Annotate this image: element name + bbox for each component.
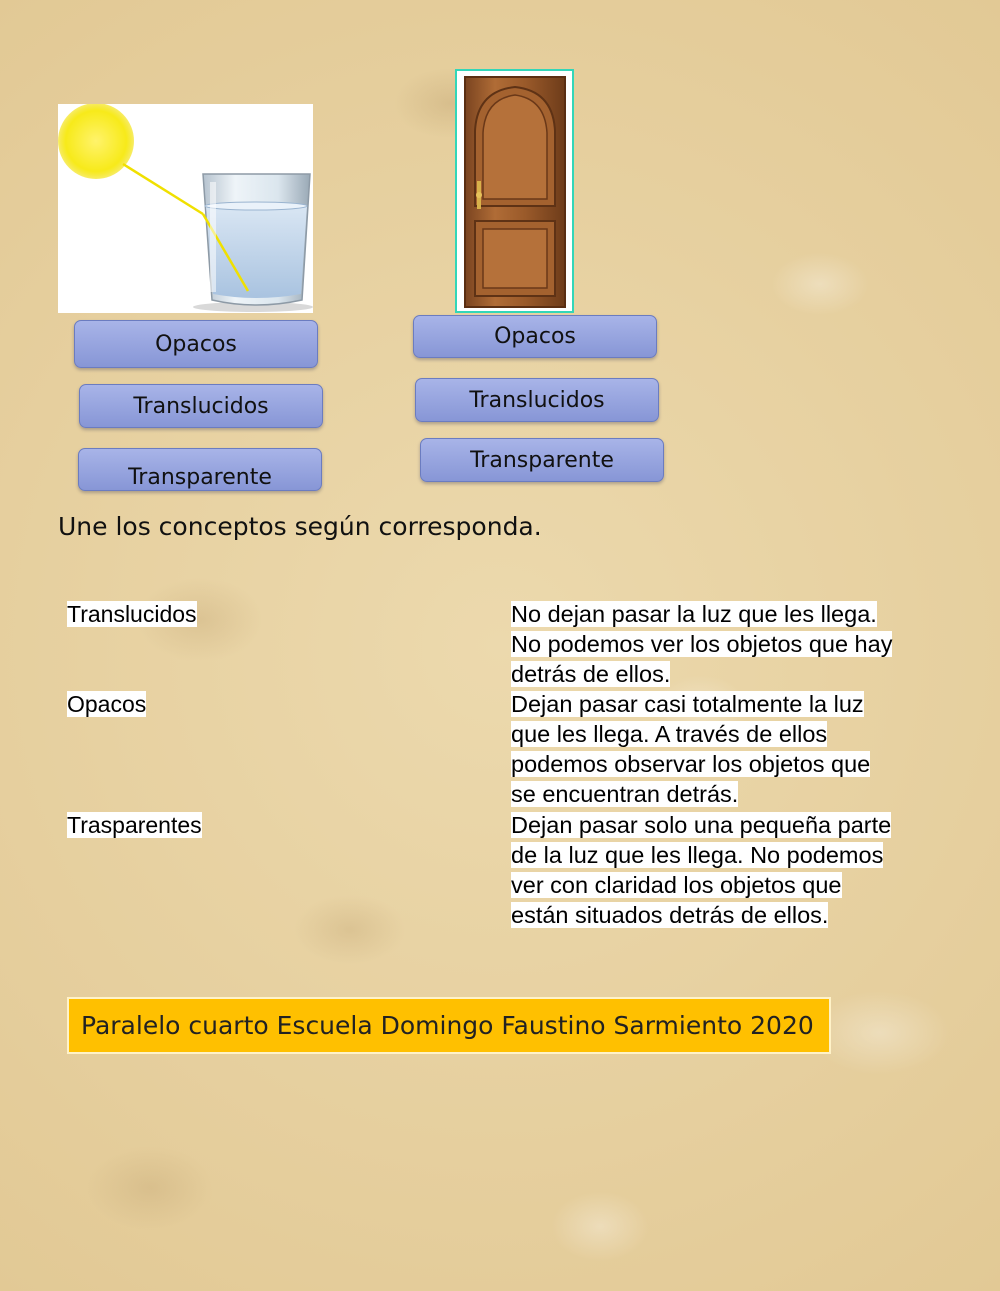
left-option-transparente[interactable]: Transparente bbox=[78, 448, 322, 491]
definition-line: que les llega. A través de ellos bbox=[511, 721, 828, 747]
definition-line: No podemos ver los objetos que hay bbox=[511, 631, 893, 657]
definition-line: detrás de ellos. bbox=[511, 661, 671, 687]
right-option-translucidos[interactable]: Translucidos bbox=[415, 378, 659, 422]
definition-line: están situados detrás de ellos. bbox=[511, 902, 829, 928]
glass-of-water-with-sun-icon bbox=[58, 104, 313, 313]
term-trasparentes[interactable] bbox=[67, 810, 202, 840]
definition-2[interactable] bbox=[511, 689, 951, 809]
door-image bbox=[455, 69, 574, 313]
right-option-transparente[interactable]: Transparente bbox=[420, 438, 664, 482]
term-opacos[interactable] bbox=[67, 689, 146, 719]
instruction-text: Une los conceptos según corresponda. bbox=[58, 512, 542, 541]
definition-line: No dejan pasar la luz que les llega. bbox=[511, 601, 877, 627]
glass-image bbox=[58, 104, 313, 313]
definition-line: ver con claridad los objetos que bbox=[511, 872, 842, 898]
left-option-opacos[interactable]: Opacos bbox=[74, 320, 318, 368]
definition-line: se encuentran detrás. bbox=[511, 781, 739, 807]
term-label: Opacos bbox=[67, 691, 147, 717]
definition-3[interactable] bbox=[511, 810, 951, 930]
definition-1[interactable] bbox=[511, 599, 951, 689]
definition-line: podemos observar los objetos que bbox=[511, 751, 871, 777]
definition-line: Dejan pasar casi totalmente la luz bbox=[511, 691, 864, 717]
term-label: Translucidos bbox=[67, 601, 197, 627]
definition-line: Dejan pasar solo una pequeña parte bbox=[511, 812, 892, 838]
wooden-door-icon bbox=[457, 71, 572, 311]
left-option-translucidos[interactable]: Translucidos bbox=[79, 384, 323, 428]
definition-line: de la luz que les llega. No podemos bbox=[511, 842, 884, 868]
term-label: Trasparentes bbox=[67, 812, 202, 838]
right-option-opacos[interactable]: Opacos bbox=[413, 315, 657, 358]
footer-banner: Paralelo cuarto Escuela Domingo Faustino Sarmiento 2020 bbox=[67, 997, 831, 1054]
term-translucidos[interactable] bbox=[67, 599, 197, 629]
